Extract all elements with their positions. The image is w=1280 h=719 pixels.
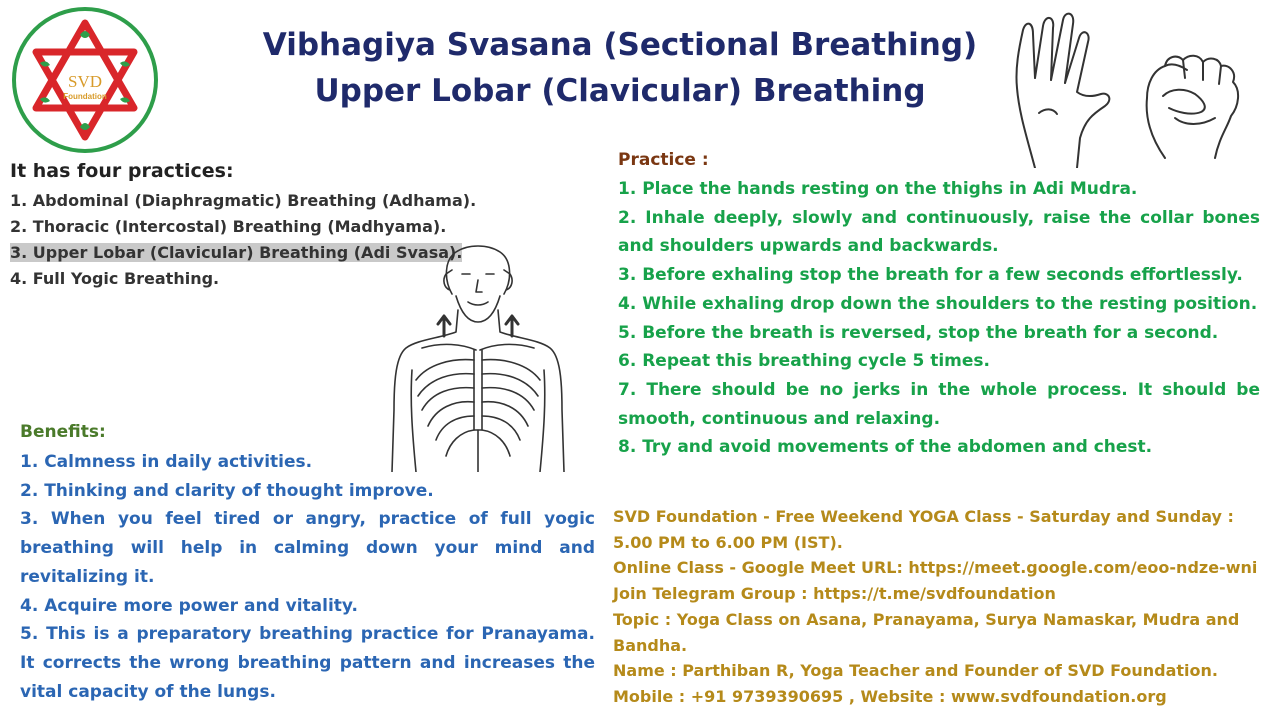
svd-foundation-logo (10, 5, 160, 155)
class-topic: Topic : Yoga Class on Asana, Pranayama, Surya Namaskar, Mudra and Bandha. (613, 609, 1240, 655)
benefit-item: 4. Acquire more power and vitality. (20, 595, 358, 616)
benefits-heading: Benefits: (20, 422, 106, 442)
practice-step: 8. Try and avoid movements of the abdomen and chest. (618, 437, 1153, 458)
page-title (180, 22, 1060, 114)
benefit-item: 5. This is a preparatory breathing practice for Pranayama. It corrects the wrong breathing pattern and increases the vital capacity of the lungs. (20, 624, 595, 702)
teacher-name: Name : Parthiban R, Yoga Teacher and Founder of SVD Foundation. (613, 661, 1218, 681)
title-line-2: Upper Lobar (Clavicular) Breathing (314, 73, 926, 109)
practice-step: 5. Before the breath is reversed, stop the breath for a second. (618, 322, 1219, 343)
practice-type-item-highlighted: 3. Upper Lobar (Clavicular) Breathing (Adi Svasa). (10, 243, 463, 262)
benefits-list (20, 448, 595, 706)
practice-step: 6. Repeat this breathing cycle 5 times. (618, 351, 990, 372)
title-line-1: Vibhagiya Svasana (Sectional Breathing) (262, 27, 978, 63)
benefit-item: 2. Thinking and clarity of thought improve. (20, 480, 434, 501)
practice-type-item: 2. Thoracic (Intercostal) Breathing (Madhyama). (10, 217, 447, 236)
practice-type-item: 1. Abdominal (Diaphragmatic) Breathing (Adhama). (10, 191, 477, 210)
practice-steps-list (618, 175, 1260, 462)
practice-heading: Practice : (618, 150, 709, 170)
svg-text:Foundation: Foundation (63, 92, 107, 101)
practice-step: 7. There should be no jerks in the whole process. It should be smooth, continuous and relaxing. (618, 379, 1260, 429)
adi-mudra-hands-illustration (1005, 8, 1275, 168)
practice-step: 4. While exhaling drop down the shoulders to the resting position. (618, 293, 1258, 314)
benefit-item: 1. Calmness in daily activities. (20, 452, 313, 472)
contact-info: Mobile : +91 9739390695 , Website : www.svdfoundation.org (613, 686, 1167, 706)
benefit-item: 3. When you feel tired or angry, practice of full yogic breathing will help in calming down your mind and revitalizing it. (20, 509, 595, 587)
upper-body-anatomy-illustration (382, 240, 574, 472)
class-info-list (613, 504, 1268, 710)
google-meet-link[interactable]: Online Class - Google Meet URL: https://meet.google.com/eoo-ndze-wni (613, 558, 1258, 578)
practice-step: 3. Before exhaling stop the breath for a few seconds effortlessly. (618, 265, 1243, 286)
practice-step: 1. Place the hands resting on the thighs in Adi Mudra. (618, 179, 1138, 199)
svg-text:SVD: SVD (67, 72, 103, 91)
practices-heading: It has four practices: (10, 160, 234, 182)
telegram-group-link[interactable]: Join Telegram Group : https://t.me/svdfoundation (613, 584, 1056, 604)
class-schedule: SVD Foundation - Free Weekend YOGA Class - Saturday and Sunday : 5.00 PM to 6.00 PM (IST). (613, 507, 1234, 552)
practice-type-item: 4. Full Yogic Breathing. (10, 269, 220, 288)
practice-step: 2. Inhale deeply, slowly and continuously, raise the collar bones and shoulders upwards and backwards. (618, 207, 1260, 257)
